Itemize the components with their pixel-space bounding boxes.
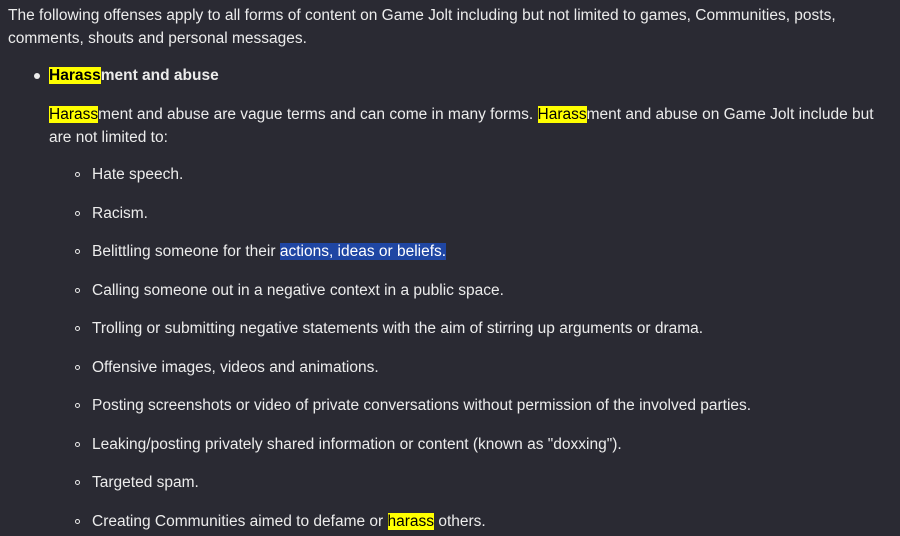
item-text: others. (434, 513, 486, 530)
list-item-text (92, 511, 486, 533)
item-text: Belittling someone for their (92, 243, 280, 260)
list-item-text: Racism. (92, 205, 148, 222)
intro-paragraph: The following offenses apply to all forms of content on Game Jolt including but not limited to games, Communities, posts, comments, shouts and personal messages. (8, 7, 836, 47)
bullet-circle (75, 288, 80, 293)
search-highlight: harass (387, 513, 435, 530)
search-highlight: Harass (537, 106, 587, 123)
list-item-text: Targeted spam. (92, 474, 199, 491)
guidelines-content (8, 4, 892, 530)
bullet-disc (34, 73, 40, 79)
list-item-text (92, 241, 446, 263)
item-text: Creating Communities aimed to defame or (92, 513, 388, 530)
bullet-circle (75, 519, 80, 524)
list-item-text: Posting screenshots or video of private conversations without permission of the involved parties. (92, 397, 752, 414)
list-item-text: Offensive images, videos and animations. (92, 359, 379, 376)
offense-heading (49, 65, 219, 87)
bullet-circle (75, 211, 80, 216)
bullet-circle (75, 442, 80, 447)
bullet-circle (75, 326, 80, 331)
bullet-circle (75, 403, 80, 408)
heading-rest: ment and abuse (100, 67, 219, 84)
description-text: ment and abuse are vague terms and can come in many forms. (98, 106, 538, 123)
search-highlight: Harass (49, 67, 101, 84)
description-text: ment and abuse on Game Jolt include but are not limited to: (49, 106, 874, 146)
list-item-text: Hate speech. (92, 166, 184, 183)
bullet-circle (75, 249, 80, 254)
list-item-text: Trolling or submitting negative statements with the aim of stirring up arguments or drama. (92, 320, 704, 337)
selected-text: actions, ideas or beliefs. (279, 243, 447, 260)
list-item-text: Calling someone out in a negative context in a public space. (92, 282, 504, 299)
offense-description (49, 103, 892, 149)
bullet-circle (75, 172, 80, 177)
bullet-circle (75, 480, 80, 485)
search-highlight: Harass (49, 106, 99, 123)
list-item-text: Leaking/posting privately shared information or content (known as "doxxing"). (92, 436, 622, 453)
bullet-circle (75, 365, 80, 370)
